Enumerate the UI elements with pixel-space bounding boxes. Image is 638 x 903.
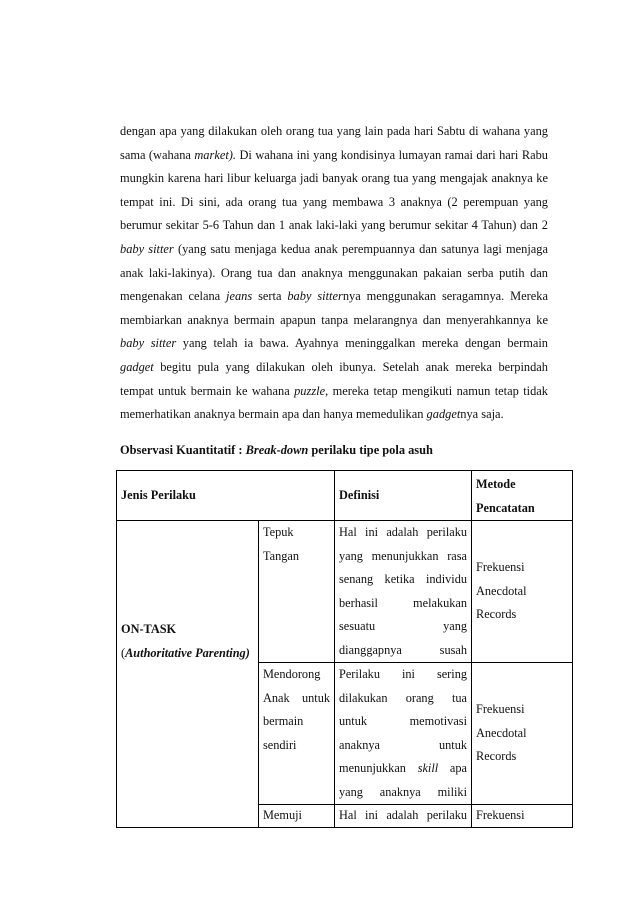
behavior-cell: Tepuk Tangan [259,521,335,663]
definition-cell: Hal ini adalah perilaku yang menunjukkan rasa senang ketika individu berhasil melakukan sesuatu yang dianggapnya susah [335,521,472,663]
header-jenis-perilaku: Jenis Perilaku [117,471,335,521]
behavior-cell: Mendorong Anak untuk bermain sendiri [259,663,335,805]
observation-table [116,470,573,828]
category-subtitle: (Authoritative Parenting) [121,646,250,660]
method-cell: Frekuensi Anecdotal Records [472,521,573,663]
category-cell [117,521,259,828]
definition-cell: Hal ini adalah perilaku [335,805,472,828]
header-metode-pencatatan: Metode Pencatatan [472,471,573,521]
table-header-row [117,471,573,521]
body-paragraph: dengan apa yang dilakukan oleh orang tua yang lain pada hari Sabtu di wahana yang sama (wahana market). Di wahana ini yang kondisinya lumayan ramai dari hari Rabu mungkin karena hari libur keluarga jadi banyak orang tua yang mengajak anaknya ke tempat ini. Di sini, ada orang tua yang membawa 3 anaknya (2 perempuan yang berumur sekitar 5-6 Tahun dan 1 anak laki-laki yang berumur sekitar 4 Tahun) dan 2 baby sitter (yang satu menjaga kedua anak perempuannya dan satunya lagi menjaga anak laki-lakinya). Orang tua dan anaknya menggunakan pakaian serba putih dan mengenakan celana jeans serta baby sitternya menggunakan seragamnya. Mereka membiarkan anaknya bermain apapun tanpa melarangnya dan menyerahkannya ke baby sitter yang telah ia bawa. Ayahnya meninggalkan mereka dengan bermain gadget begitu pula yang dilakukan oleh ibunya. Setelah anak mereka berpindah tempat untuk bermain ke wahana puzzle, mereka tetap mengikuti namun tetap tidak memerhatikan anaknya bermain apa dan hanya memedulikan gadgetnya saja. [120,124,548,422]
method-cell: Frekuensi Anecdotal Records [472,663,573,805]
method-cell: Frekuensi [472,805,573,828]
header-definisi: Definisi [335,471,472,521]
definition-cell: Perilaku ini sering dilakukan orang tua untuk memotivasi anaknya untuk menunjukkan skill apa yang anaknya miliki [335,663,472,805]
category-label: ON-TASK [121,622,177,636]
behavior-cell: Memuji [259,805,335,828]
section-heading: Observasi Kuantitatif : Break-down perilaku tipe pola asuh [120,443,433,457]
table-row [117,521,573,663]
